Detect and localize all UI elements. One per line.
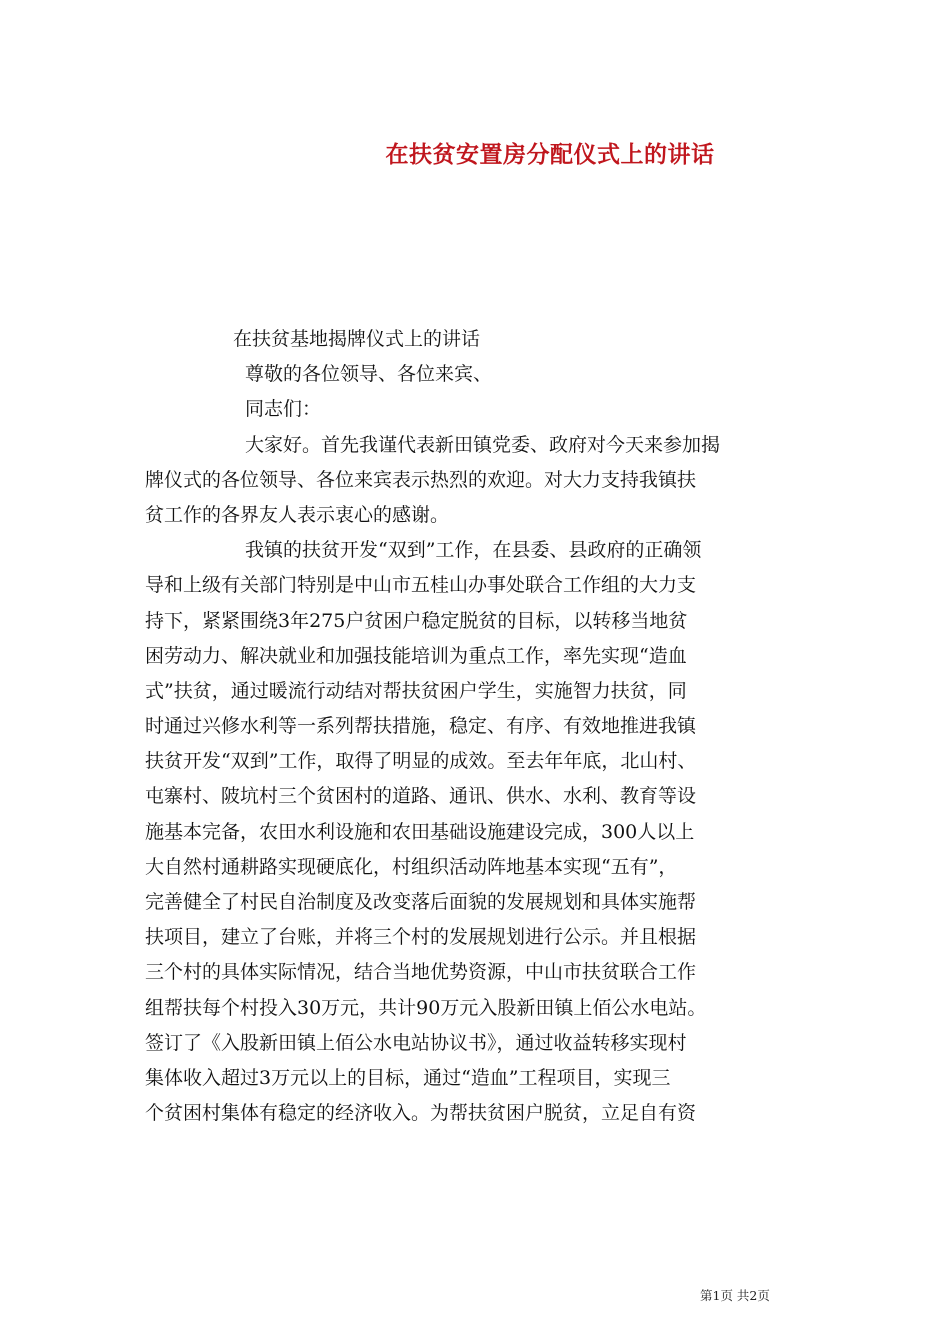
text-line: 式”扶贫，通过暖流行动结对帮扶贫困户学生，实施智力扶贫，同 (145, 679, 687, 702)
speech-subtitle: 在扶贫基地揭牌仪式上的讲话 (233, 328, 481, 350)
text-line: 扶贫开发“双到”工作，取得了明显的成效。至去年年底，北山村、 (145, 750, 697, 773)
text-line: 组帮扶每个村投入30万元，共计90万元入股新田镇上佰公水电站。 (145, 996, 707, 1019)
text-line: 屯寨村、陂坑村三个贫困村的道路、通讯、供水、水利、教育等设 (145, 785, 697, 808)
text-line: 扶项目，建立了台账，并将三个村的发展规划进行公示。并且根据 (145, 926, 697, 949)
text-line: 三个村的具体实际情况，结合当地优势资源，中山市扶贫联合工作 (145, 961, 697, 984)
text-line: 个贫困村集体有稳定的经济收入。为帮扶贫困户脱贫，立足自有资 (145, 1102, 697, 1125)
text-line: 导和上级有关部门特别是中山市五桂山办事处联合工作组的大力支 (145, 574, 697, 597)
page-number: 第1页 共2页 (700, 1288, 770, 1303)
text-line: 大家好。首先我谨代表新田镇党委、政府对今天来参加揭 (245, 433, 721, 456)
text-line: 大自然村通耕路实现硬底化，村组织活动阵地基本实现“五有”， (145, 855, 678, 878)
text-line: 牌仪式的各位领导、各位来宾表示热烈的欢迎。对大力支持我镇扶 (145, 468, 697, 491)
document-body (145, 322, 815, 1131)
paragraph-2 (145, 533, 815, 1131)
text-line: 集体收入超过3万元以上的目标，通过“造血”工程项目，实现三 (145, 1066, 671, 1089)
document-title: 在扶贫安置房分配仪式上的讲话 (385, 141, 715, 168)
paragraph-1 (145, 428, 815, 534)
text-line: 完善健全了村民自治制度及改变落后面貌的发展规划和具体实施帮 (145, 891, 697, 913)
text-line: 时通过兴修水利等一系列帮扶措施，稳定、有序、有效地推进我镇 (145, 715, 697, 738)
text-line: 贫工作的各界友人表示衷心的感谢。 (145, 503, 450, 526)
text-line: 施基本完备，农田水利设施和农田基础设施建设完成，300人以上 (145, 820, 695, 843)
text-line: 签订了《入股新田镇上佰公水电站协议书》，通过收益转移实现村 (145, 1031, 687, 1054)
text-line: 困劳动力、解决就业和加强技能培训为重点工作，率先实现“造血 (145, 644, 687, 667)
salutation-line: 尊敬的各位领导、各位来宾、 (245, 363, 493, 386)
text-line: 我镇的扶贫开发“双到”工作，在县委、县政府的正确领 (245, 539, 702, 562)
salutation-line: 同志们： (245, 398, 322, 421)
text-line: 持下，紧紧围绕3年275户贫困户稳定脱贫的目标，以转移当地贫 (145, 609, 688, 632)
